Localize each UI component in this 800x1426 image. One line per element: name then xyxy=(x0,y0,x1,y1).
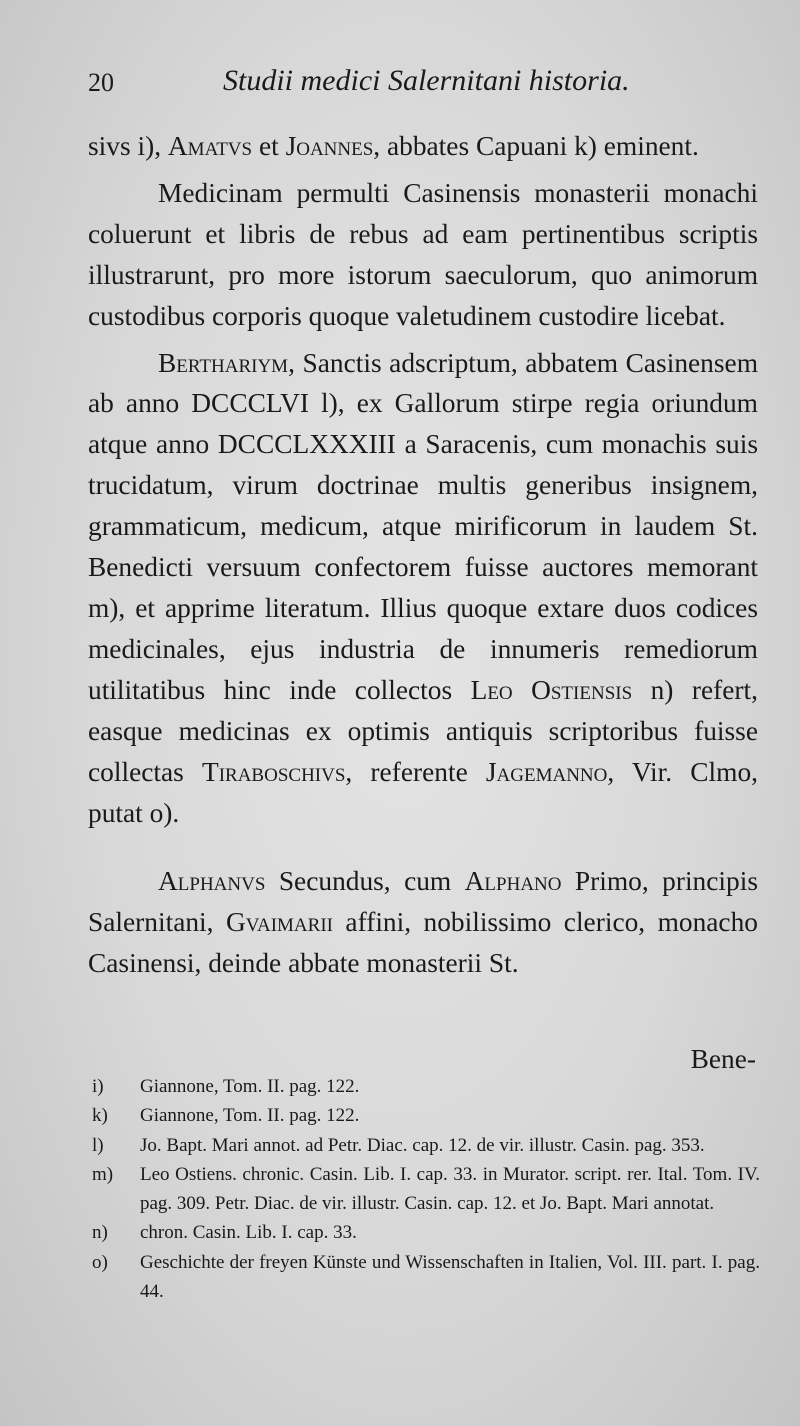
text-run: Primo, principis Salernitani, xyxy=(88,866,758,938)
paragraph-2 xyxy=(88,173,758,337)
footnote-mark: l) xyxy=(92,1134,104,1156)
footnote-text: Geschichte der freyen Künste und Wissenschaften in Italien, Vol. III. part. I. pag. 44. xyxy=(140,1251,760,1303)
text-run: affini, nobilissimo clerico, monacho Casinensi, deinde abbate monasterii St. xyxy=(88,907,758,979)
footnote-text: Giannone, Tom. II. pag. 122. xyxy=(140,1105,360,1127)
text-run: , Vir. Clmo, putat o). xyxy=(88,756,758,828)
person-name: Gvaimarii xyxy=(225,907,333,938)
footnote-mark: o) xyxy=(92,1251,108,1273)
paragraph-3 xyxy=(88,343,758,834)
footnote-mark: k) xyxy=(92,1105,108,1127)
person-name: Jagemanno xyxy=(485,756,608,787)
catchword: Bene- xyxy=(690,1044,756,1074)
footnotes xyxy=(92,1072,760,1306)
footnote xyxy=(92,1072,760,1101)
person-name: Joannes xyxy=(285,131,374,161)
paragraph-1 xyxy=(88,126,758,167)
footnote-text: Jo. Bapt. Mari annot. ad Petr. Diac. cap. 12. de vir. illustr. Casin. pag. 353. xyxy=(140,1134,705,1156)
person-name: Berthariym xyxy=(158,347,289,378)
person-name: Alphano xyxy=(464,866,562,897)
person-name: Tiraboschivs xyxy=(201,756,346,787)
footnote-text: Giannone, Tom. II. pag. 122. xyxy=(140,1076,360,1097)
person-name: Leo Ostiensis xyxy=(470,674,633,705)
footnote xyxy=(92,1160,760,1219)
text-run: et xyxy=(252,131,286,161)
text-run: , Sanctis adscriptum, abbatem Casinensem ab anno DCCCLVI l), ex Gallorum stirpe regia oriundum atque anno DCCCLXXXIII a Saracenis, cum monachis suis trucidatum, virum doctrinae multis generibus insignem, grammaticum, medicum, atque mirificorum in laudem St. Benedicti versuum confectorem fuisse auctores memorant m), et apprime literatum. Illius quoque extare duos codices medicinales, ejus industria de innumeris remediorum utilitatibus hinc inde collectos xyxy=(88,347,758,705)
text-run: , referente xyxy=(345,756,486,787)
footnote xyxy=(92,1101,760,1130)
text-run: sivs i), xyxy=(88,131,168,161)
paragraph-4 xyxy=(88,861,758,984)
text-run: , abbates Capuani k) eminent. xyxy=(373,131,699,161)
running-title: Studii medici Salernitani historia. xyxy=(223,64,630,97)
page-header xyxy=(88,62,728,102)
page-number: 20 xyxy=(88,68,114,97)
text-run: Secundus, cum xyxy=(265,866,465,897)
main-text xyxy=(88,126,758,984)
text-run: n) refert, easque medicinas ex optimis antiquis scriptoribus fuisse collectas xyxy=(88,674,758,787)
footnote xyxy=(92,1248,760,1307)
footnote xyxy=(92,1218,760,1247)
text-run: Medicinam permulti Casinensis monasterii monachi coluerunt et libris de rebus ad eam pertinentibus scriptis illustrarunt, pro more istorum saeculorum, quo animorum custodibus corporis quoque valetudinem custodire licebat. xyxy=(88,177,758,331)
footnote-text: Leo Ostiens. chronic. Casin. Lib. I. cap. 33. in Murator. script. rer. Ital. Tom. IV. pag. 309. Petr. Diac. de vir. illustr. Casin. cap. 12. et Jo. Bapt. Mari annotat. xyxy=(140,1163,760,1215)
footnote-mark: m) xyxy=(92,1163,114,1185)
person-name: Alphanvs xyxy=(158,866,266,897)
person-name: Amatvs xyxy=(167,131,253,161)
footnote-mark: n) xyxy=(92,1222,108,1244)
footnote xyxy=(92,1131,760,1160)
footnote-text: chron. Casin. Lib. I. cap. 33. xyxy=(140,1222,357,1244)
footnote-mark: i) xyxy=(92,1076,104,1097)
